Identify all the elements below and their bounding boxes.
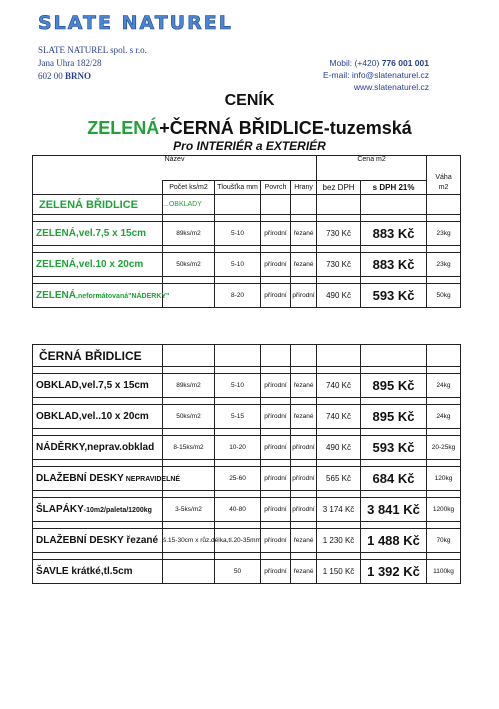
col-s-dph: s DPH 21% [361,181,427,195]
col-hrany: Hrany [291,181,317,195]
company-city: BRNO [65,71,92,81]
company-zip: 602 00 [38,71,63,81]
table-row [33,253,461,277]
product-name-main: ZELENÁ,vel.7,5 x 15cm [36,228,147,239]
company-city-line [38,70,147,83]
col-tloustka: Tloušťka mm [215,181,261,195]
price-without-vat: 1 230 Kč [317,529,361,553]
weight: 120kg [427,467,461,491]
weight: 70kg [427,529,461,553]
product-name-main: OBKLAD,vel.7,5 x 15cm [36,380,149,391]
edges: řezané [291,222,317,246]
product-name-main: ŠLAPÁKY [36,504,84,515]
spacer-row [33,367,461,374]
pieces-per-m2: 50ks/m2 [163,253,215,277]
contact-block [323,57,429,93]
pieces-per-m2: 89ks/m2 [163,222,215,246]
edges: řezané [291,405,317,429]
company-street: Jana Uhra 182/28 [38,58,102,68]
col-vaha: Váha [427,156,461,181]
product-name [33,374,163,398]
spacer-row [33,522,461,529]
product-name [33,529,163,553]
price-with-vat: 895 Kč [361,405,427,429]
phone-label: Mobil: (+420) [329,58,380,68]
table-row [33,529,461,553]
brand-logo: SLATE NATUREL [38,12,233,34]
phone-number[interactable]: 776 001 001 [381,58,429,68]
spacer-row [33,398,461,405]
company-name: SLATE NATUREL spol. s r.o. [38,45,147,55]
price-with-vat: 1 392 Kč [361,560,427,584]
phone-line [323,57,429,69]
surface: přírodní [261,436,291,460]
surface: přírodní [261,467,291,491]
product-title-green: ZELENÁ [87,118,160,138]
spacer-row [33,246,461,253]
table-row [33,405,461,429]
product-name [33,498,163,522]
thickness: 8-20 [215,284,261,308]
price-without-vat: 490 Kč [317,436,361,460]
pieces-per-m2: 8-15ks/m2 [163,436,215,460]
product-name [33,436,163,460]
price-without-vat: 730 Kč [317,253,361,277]
price-without-vat: 490 Kč [317,284,361,308]
thickness: 50 [215,560,261,584]
surface: přírodní [261,498,291,522]
pieces-per-m2 [163,560,215,584]
product-name-main: DLAŽEBNÍ DESKY [36,473,124,484]
product-name-main: OBKLAD,vel..10 x 20cm [36,411,149,422]
edges: přírodní [291,284,317,308]
product-title-rest: +ČERNÁ BŘIDLICE-tuzemská [159,118,412,138]
col-pocet: Počet ks/m2 [163,181,215,195]
table-row [33,222,461,246]
section-title-black: ČERNÁ BŘIDLICE [33,345,163,367]
section-title-green: ZELENÁ BŘIDLICE [33,195,163,215]
weight: 1100kg [427,560,461,584]
product-name-detail: -10m2/paleta/1200kg [83,507,152,514]
pieces-per-m2: 50ks/m2 [163,405,215,429]
col-m2: m2 [427,181,461,195]
surface: přírodní [261,253,291,277]
black-price-table [32,344,461,584]
col-nazev: Název [33,156,317,181]
thickness: 5-10 [215,222,261,246]
weight: 50kg [427,284,461,308]
spacer-row [33,215,461,222]
surface: přírodní [261,405,291,429]
weight: 23kg [427,222,461,246]
edges: řezané [291,529,317,553]
table-row [33,560,461,584]
pieces-per-m2: 89ks/m2 [163,374,215,398]
pieces-per-m2: 3-5ks/m2 [163,498,215,522]
price-with-vat: 3 841 Kč [361,498,427,522]
table-row [33,436,461,460]
product-name [33,284,170,308]
edges: řezané [291,560,317,584]
price-without-vat: 740 Kč [317,405,361,429]
product-name [33,253,163,277]
weight: 24kg [427,374,461,398]
product-name-detail: ,neformátovaná"NÁDERKY" [76,293,170,300]
email-line[interactable]: E-mail: info@slatenaturel.cz [323,70,429,80]
surface: přírodní [261,284,291,308]
thickness: 5-10 [215,253,261,277]
weight: 20-25kg [427,436,461,460]
thickness: 5-10 [215,374,261,398]
spacer-row [33,491,461,498]
price-with-vat: 883 Kč [361,253,427,277]
product-name-main: ŠAVLE krátké,tl.5cm [36,566,133,577]
edges: řezané [291,253,317,277]
page-title: CENÍK [224,92,275,109]
col-povrch: Povrch [261,181,291,195]
price-without-vat: 565 Kč [317,467,361,491]
pieces-per-m2: š.15-30cm x růz.délka,tl.20-35mm [163,529,215,553]
product-title [0,118,499,139]
thickness: 40-80 [215,498,261,522]
surface: přírodní [261,222,291,246]
product-name-main: ZELENÁ [36,290,76,301]
surface: přírodní [261,560,291,584]
price-with-vat: 895 Kč [361,374,427,398]
pieces-per-m2 [163,284,215,308]
web-line[interactable]: www.slatenaturel.cz [353,82,429,92]
section-note-green: ...OBKLADY [163,195,215,215]
price-without-vat: 730 Kč [317,222,361,246]
surface: přírodní [261,374,291,398]
spacer-row [33,277,461,284]
surface: přírodní [261,529,291,553]
thickness: 5-15 [215,405,261,429]
price-with-vat: 1 488 Kč [361,529,427,553]
price-without-vat: 1 150 Kč [317,560,361,584]
table-row [33,467,461,491]
col-cena: Cena m2 [317,156,427,181]
weight: 24kg [427,405,461,429]
weight: 23kg [427,253,461,277]
weight: 1200kg [427,498,461,522]
company-address [38,44,147,83]
col-bez-dph: bez DPH [317,181,361,195]
price-with-vat: 593 Kč [361,436,427,460]
table-row [33,284,461,308]
product-name [33,560,163,584]
product-name [33,222,163,246]
product-name-main: NÁDĚRKY,neprav.obklad [36,442,155,453]
edges: přírodní [291,498,317,522]
green-price-table [32,155,461,308]
price-without-vat: 740 Kč [317,374,361,398]
table-row [33,498,461,522]
product-name [33,467,181,491]
product-name-main: DLAŽEBNÍ DESKY řezané [36,535,159,546]
price-with-vat: 684 Kč [361,467,427,491]
page-subtitle: Pro INTERIÉR a EXTERIÉR [173,139,326,153]
spacer-row [33,429,461,436]
product-name [33,405,163,429]
spacer-row [33,460,461,467]
thickness: 10-20 [215,436,261,460]
thickness: 25-60 [215,467,261,491]
edges: přírodní [291,436,317,460]
price-with-vat: 883 Kč [361,222,427,246]
table-row [33,374,461,398]
price-without-vat: 3 174 Kč [317,498,361,522]
edges: řezané [291,374,317,398]
product-name-main: ZELENÁ,vel.10 x 20cm [36,259,144,270]
product-name-detail: NEPRAVIDELNÉ [123,476,181,483]
spacer-row [33,553,461,560]
edges: přírodní [291,467,317,491]
price-with-vat: 593 Kč [361,284,427,308]
